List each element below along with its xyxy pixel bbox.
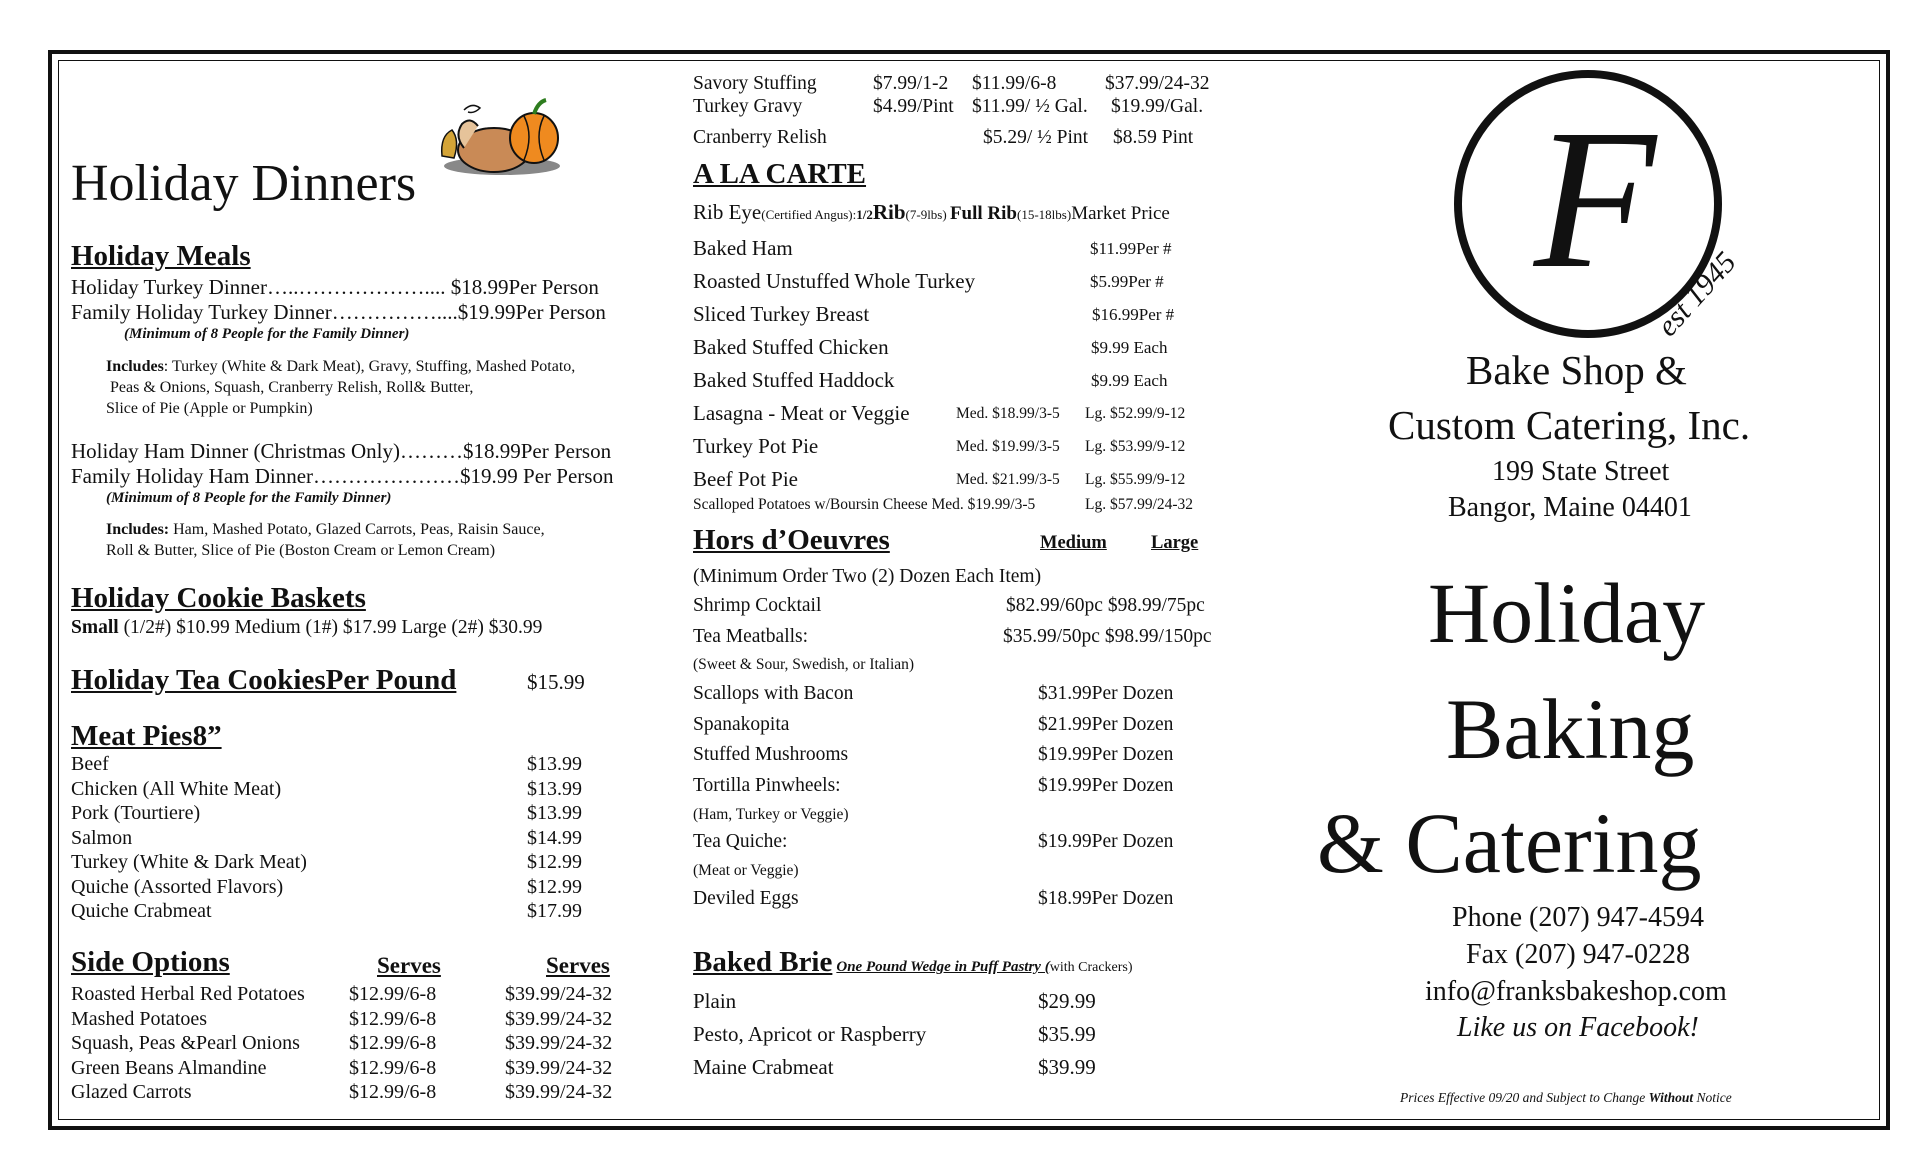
list-item: Turkey (White & Dark Meat) $12.99 — [71, 851, 582, 873]
list-item: Baked Stuffed Chicken $9.99 Each — [693, 335, 1168, 359]
brie-subtitle: One Pound Wedge in Puff Pastry ( — [836, 959, 1050, 975]
list-item: Maine Crabmeat $39.99 — [693, 1055, 1096, 1079]
facebook-line: Like us on Facebook! — [1457, 1012, 1699, 1043]
list-item: Baked Stuffed Haddock $9.99 Each — [693, 368, 1168, 392]
list-item: Salmon $14.99 — [71, 826, 582, 849]
turkey-includes — [106, 356, 575, 419]
baked-brie-heading: Baked Brie — [693, 946, 833, 978]
table-row: Mashed Potatoes $12.99/6-8 $39.99/24-32 — [71, 1007, 613, 1030]
meat-pies-heading: Meat Pies8” — [71, 720, 222, 752]
side-options-list — [71, 982, 631, 1105]
turkey-pumpkin-illustration — [434, 96, 564, 178]
hors-large-col: Large — [1151, 533, 1199, 553]
hero-title-3: & Catering — [1317, 795, 1702, 891]
list-item: Beef Pot Pie Med. $21.99/3-5 Lg. $55.99/9-12 — [693, 467, 1186, 491]
meatballs-note: (Sweet & Sour, Swedish, or Italian) — [693, 656, 915, 673]
list-item: Tea Quiche: $19.99Per Dozen — [693, 831, 1174, 852]
table-row: Turkey Gravy $4.99/Pint $11.99/ ½ Gal. $19.99/Gal. — [693, 96, 1204, 117]
list-item: Spanakopita $21.99Per Dozen — [693, 714, 1174, 735]
company-name-1: Bake Shop & — [1466, 347, 1687, 393]
top-sides-list — [693, 72, 1253, 118]
city-address: Bangor, Maine 04401 — [1448, 492, 1692, 523]
table-row: Glazed Carrots $12.99/6-8 $39.99/24-32 — [71, 1081, 613, 1103]
list-item: Quiche Crabmeat $17.99 — [71, 900, 582, 922]
tea-cookies-heading: Holiday Tea CookiesPer Pound — [71, 664, 457, 696]
family-turkey-dinner-line: Family Holiday Turkey Dinner……………....$19.99Per Person — [71, 300, 606, 324]
family-ham-dinner-line: Family Holiday Ham Dinner…………………$19.99 Per Person — [71, 464, 614, 488]
hors-minimum: (Minimum Order Two (2) Dozen Each Item) — [693, 566, 1042, 587]
hero-title-1: Holiday — [1428, 565, 1706, 661]
list-item: Shrimp Cocktail $82.99/60pc $98.99/75pc — [693, 595, 1205, 616]
list-item: Pork (Tourtiere) $13.99 — [71, 802, 582, 824]
holiday-meals-heading: Holiday Meals — [71, 240, 251, 272]
hero-title-2: Baking — [1446, 681, 1695, 777]
page-title: Holiday Dinners — [71, 155, 417, 212]
turkey-includes-line-3: Slice of Pie (Apple or Pumpkin) — [106, 400, 313, 417]
cookie-baskets-sizes — [71, 617, 542, 639]
list-item: Beef $13.99 — [71, 753, 582, 775]
brie-list — [693, 985, 1253, 1084]
scalloped-row: Scalloped Potatoes w/Boursin Cheese Med. $19.99/3-5 Lg. $57.99/24-32 — [693, 496, 1194, 513]
list-item: Pesto, Apricot or Raspberry $35.99 — [693, 1022, 1096, 1046]
ham-minimum-note: (Minimum of 8 People for the Family Dinner) — [106, 490, 392, 506]
ham-dinner-line: Holiday Ham Dinner (Christmas Only)………$18.99Per Person — [71, 439, 612, 463]
turkey-includes-label: Includes — [106, 358, 164, 375]
table-row: Roasted Herbal Red Potatoes $12.99/6-8 $39.99/24-32 — [71, 983, 613, 1005]
ham-includes-line-2: Roll & Butter, Slice of Pie (Boston Cream or Lemon Cream) — [106, 542, 496, 559]
prices-note: Prices Effective 09/20 and Subject to Change Without Notice — [1400, 1090, 1732, 1105]
list-item: Tortilla Pinwheels: $19.99Per Dozen — [693, 775, 1174, 796]
side-options-heading: Side Options — [71, 946, 230, 978]
tea-cookies-price: $15.99 — [527, 670, 585, 694]
list-item: Plain $29.99 — [693, 989, 1096, 1013]
logo-letter: F — [1533, 89, 1657, 310]
list-item: Deviled Eggs $18.99Per Dozen — [693, 888, 1174, 909]
turkey-minimum-note: (Minimum of 8 People for the Family Dinner) — [124, 326, 410, 342]
cookie-baskets-heading: Holiday Cookie Baskets — [71, 582, 366, 614]
cookie-small-label: Small — [71, 617, 119, 638]
hors-heading: Hors d’Oeuvres — [693, 524, 890, 556]
turkey-includes-line-2: Peas & Onions, Squash, Cranberry Relish, Roll& Butter, — [110, 379, 474, 396]
turkey-dinner-line: Holiday Turkey Dinner…..……………….... $18.99Per Person — [71, 275, 599, 299]
side-serves-col-1: Serves — [377, 953, 441, 978]
list-item: Turkey Pot Pie Med. $19.99/3-5 Lg. $53.99/9-12 — [693, 434, 1186, 458]
ham-includes — [106, 519, 545, 561]
list-item: Lasagna - Meat or Veggie Med. $18.99/3-5 Lg. $52.99/9-12 — [693, 401, 1186, 425]
table-row: Squash, Peas &Pearl Onions $12.99/6-8 $39.99/24-32 — [71, 1032, 613, 1054]
email-address: info@franksbakeshop.com — [1425, 976, 1727, 1007]
a-la-carte-heading: A LA CARTE — [693, 158, 867, 190]
list-item: Roasted Unstuffed Whole Turkey $5.99Per # — [693, 269, 1164, 293]
list-item: Stuffed Mushrooms $19.99Per Dozen — [693, 744, 1174, 765]
list-item: Quiche (Assorted Flavors) $12.99 — [71, 875, 582, 898]
fax-number: Fax (207) 947-0228 — [1466, 939, 1690, 970]
rib-eye-row: Rib Eye(Certified Angus):1/2Rib(7-9lbs) Full Rib(15-18lbs)Market Price — [693, 200, 1170, 224]
side-serves-col-2: Serves — [546, 953, 610, 978]
a-la-carte-list — [693, 232, 1253, 496]
pinwheels-note: (Ham, Turkey or Veggie) — [693, 806, 849, 823]
hors-medium-col: Medium — [1040, 533, 1107, 553]
franks-logo — [1445, 68, 1745, 348]
brie-with-crackers: with Crackers) — [1049, 960, 1133, 975]
table-row: Savory Stuffing $7.99/1-2 $11.99/6-8 $37.99/24-32 — [693, 73, 1210, 94]
meat-pies-list — [71, 752, 591, 924]
ham-includes-line-1: Ham, Mashed Potato, Glazed Carrots, Peas, Raisin Sauce, — [169, 521, 545, 538]
turkey-includes-line-1: : Turkey (White & Dark Meat), Gravy, Stuffing, Mashed Potato, — [163, 358, 576, 375]
cookie-sizes-text: (1/2#) $10.99 Medium (1#) $17.99 Large (2#) $30.99 — [118, 617, 543, 638]
list-item: Tea Meatballs: $35.99/50pc $98.99/150pc — [693, 626, 1212, 647]
table-row: Green Beans Almandine $12.99/6-8 $39.99/24-32 — [71, 1056, 613, 1079]
logo-est: est 1945 — [1650, 245, 1743, 343]
street-address: 199 State Street — [1492, 456, 1670, 487]
company-name-2: Custom Catering, Inc. — [1388, 402, 1751, 448]
baked-brie-heading-row — [693, 946, 1133, 979]
list-item: Scallops with Bacon $31.99Per Dozen — [693, 683, 1174, 704]
list-item: Sliced Turkey Breast $16.99Per # — [693, 302, 1175, 326]
ham-includes-label: Includes: — [106, 521, 170, 538]
list-item: Baked Ham $11.99Per # — [693, 236, 1172, 260]
list-item: Chicken (All White Meat) $13.99 — [71, 777, 582, 800]
quiche-note: (Meat or Veggie) — [693, 862, 799, 879]
phone-number: Phone (207) 947-4594 — [1452, 902, 1704, 933]
cranberry-row: Cranberry Relish $5.29/ ½ Pint $8.59 Pint — [693, 127, 1194, 148]
